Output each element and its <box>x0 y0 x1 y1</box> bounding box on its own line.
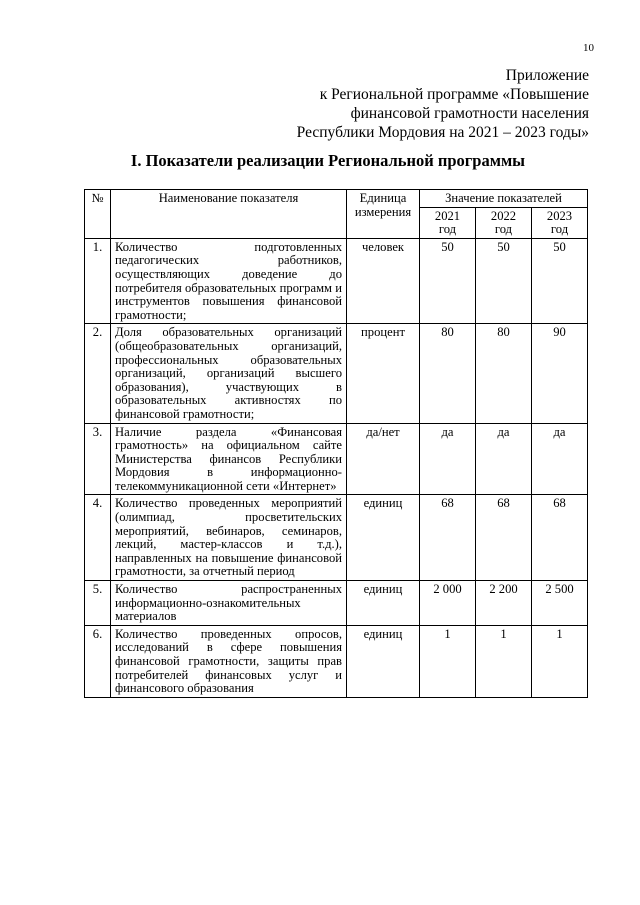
indicators-table <box>84 189 588 698</box>
row-value-2022: 1 <box>476 625 532 697</box>
header-unit <box>347 190 420 239</box>
row-value-2022: да <box>476 423 532 495</box>
table-row <box>85 238 588 324</box>
table-row <box>85 581 588 626</box>
row-value-2022: 2 200 <box>476 581 532 626</box>
row-value-2021: 68 <box>420 495 476 581</box>
header-year-suffix: год <box>494 222 513 237</box>
page-number: 10 <box>583 42 594 54</box>
row-unit: единиц <box>347 581 420 626</box>
header-year <box>420 207 476 238</box>
row-value-2021: да <box>420 423 476 495</box>
appendix-heading <box>297 66 589 142</box>
row-value-2023: 50 <box>532 238 588 324</box>
row-name: Наличие раздела «Финансовая грамотность» на официальном сайте Министерства финансов Республики Мордовия в информационно-телекоммуникационной сети «Интернет» <box>111 423 347 495</box>
table-row <box>85 324 588 423</box>
header-year <box>532 207 588 238</box>
row-num: 4. <box>85 495 111 581</box>
row-value-2023: 68 <box>532 495 588 581</box>
row-name: Количество подготовленных педагогических работников, осуществляющих доведение до потребителя образовательных программ и инструментов повышения финансовой грамотности; <box>111 238 347 324</box>
header-unit-line2: измерения <box>354 204 412 219</box>
row-unit: процент <box>347 324 420 423</box>
header-year-suffix: год <box>550 222 569 237</box>
appendix-line: финансовой грамотности населения <box>350 105 589 122</box>
row-unit: единиц <box>347 495 420 581</box>
row-num: 5. <box>85 581 111 626</box>
table-row <box>85 423 588 495</box>
section-title: I. Показатели реализации Региональной программы <box>130 151 526 170</box>
header-year <box>476 207 532 238</box>
row-num: 6. <box>85 625 111 697</box>
header-year-value: 2021 <box>434 208 461 223</box>
row-name: Количество распространенных информационно-ознакомительных материалов <box>111 581 347 626</box>
appendix-line: Республики Мордовия на 2021 – 2023 годы» <box>296 124 589 141</box>
row-name: Количество проведенных опросов, исследований в сфере повышения финансовой грамотности, защиты прав потребителей финансовых услуг и финансового образования <box>111 625 347 697</box>
header-unit-line1: Единица <box>359 191 407 205</box>
header-num: № <box>85 190 111 239</box>
row-value-2021: 50 <box>420 238 476 324</box>
row-value-2021: 2 000 <box>420 581 476 626</box>
row-num: 2. <box>85 324 111 423</box>
row-value-2023: 1 <box>532 625 588 697</box>
table-row <box>85 495 588 581</box>
table-header-row <box>85 190 588 208</box>
table-row <box>85 625 588 697</box>
row-value-2023: да <box>532 423 588 495</box>
row-value-2021: 80 <box>420 324 476 423</box>
row-name: Доля образовательных организаций (общеобразовательных организаций, профессиональных образовательных организаций, организаций высшего образования), участвующих в образовательных активностях по финансовой грамотности; <box>111 324 347 423</box>
row-value-2023: 90 <box>532 324 588 423</box>
appendix-line: к Региональной программе «Повышение <box>319 86 589 103</box>
row-value-2023: 2 500 <box>532 581 588 626</box>
header-year-value: 2022 <box>490 208 517 223</box>
row-name: Количество проведенных мероприятий (олимпиад, просветительских мероприятий, вебинаров, семинаров, лекций, мастер-классов и т.д.), направленных на повышение финансовой грамотности, за отчетный период <box>111 495 347 581</box>
row-unit: единиц <box>347 625 420 697</box>
row-value-2022: 68 <box>476 495 532 581</box>
row-num: 1. <box>85 238 111 324</box>
row-unit: да/нет <box>347 423 420 495</box>
header-year-suffix: год <box>438 222 457 237</box>
row-value-2022: 80 <box>476 324 532 423</box>
appendix-line: Приложение <box>505 67 589 84</box>
row-unit: человек <box>347 238 420 324</box>
row-num: 3. <box>85 423 111 495</box>
header-values-group: Значение показателей <box>420 190 588 208</box>
row-value-2021: 1 <box>420 625 476 697</box>
header-year-value: 2023 <box>546 208 573 223</box>
header-name: Наименование показателя <box>111 190 347 239</box>
row-value-2022: 50 <box>476 238 532 324</box>
